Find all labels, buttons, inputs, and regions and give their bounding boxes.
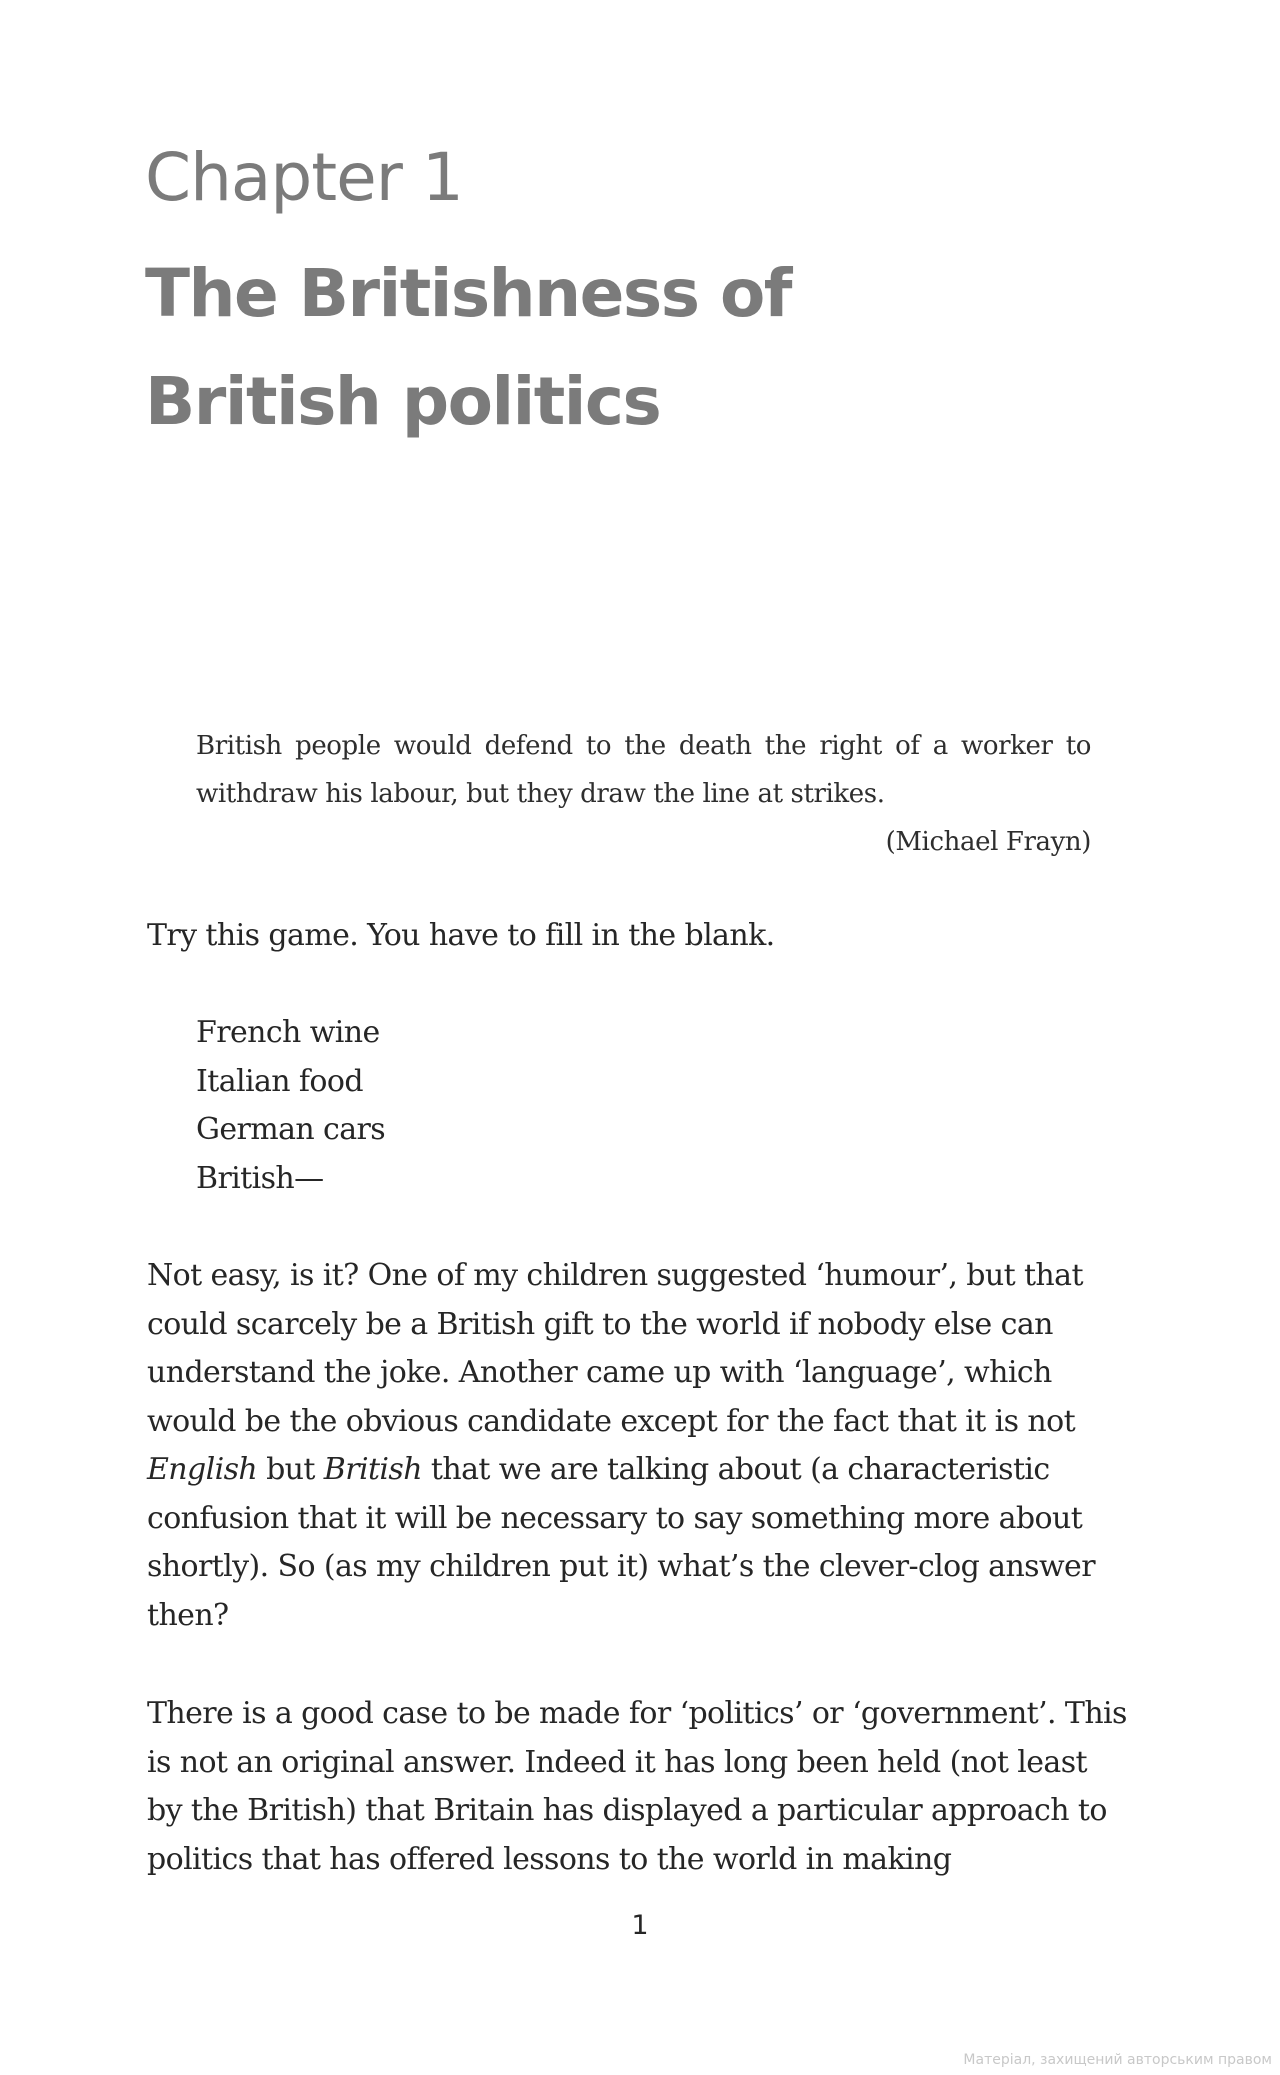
paragraph-line: understand the joke. Another came up with ‘language’, which [147, 1355, 1052, 1390]
list-item: German cars [196, 1112, 386, 1147]
copyright-watermark: Матеріал, захищений авторським правом [963, 2052, 1272, 2068]
list-item: British— [196, 1160, 324, 1196]
epigraph-line: British people would defend to the death the right of a worker to [196, 731, 1091, 761]
list-item: Italian food [196, 1063, 363, 1099]
blank-list [196, 1009, 385, 1203]
paragraph-line: confusion that it will be necessary to say something more about [147, 1500, 1083, 1536]
list-item: French wine [196, 1015, 380, 1050]
body-paragraph-2 [147, 1690, 1127, 1884]
chapter-number: Chapter 1 [145, 139, 463, 216]
emphasis-british: British [323, 1452, 422, 1487]
paragraph-line: is not an original answer. Indeed it has long been held (not least [147, 1744, 1087, 1780]
paragraph-line: then? [147, 1597, 229, 1633]
paragraph-line: shortly). So (as my children put it) what’s the clever-clog answer [147, 1549, 1095, 1584]
body-paragraph-1 [147, 1252, 1127, 1640]
paragraph-line: politics that has offered lessons to the world in making [147, 1841, 952, 1877]
paragraph-line: by the British) that Britain has displayed a particular approach to [147, 1793, 1107, 1828]
chapter-title [145, 240, 791, 456]
paragraph-line: could scarcely be a British gift to the world if nobody else can [147, 1306, 1053, 1342]
epigraph-author: (Michael Frayn) [885, 827, 1091, 857]
paragraph-line: Not easy, is it? One of my children suggested ‘humour’, but that [147, 1258, 1083, 1293]
page-number: 1 [631, 1910, 649, 1941]
paragraph-text: that we are talking about (a characteristic [421, 1452, 1050, 1487]
intro-paragraph: Try this game. You have to fill in the blank. [147, 918, 775, 953]
paragraph-line: There is a good case to be made for ‘politics’ or ‘government’. This [147, 1696, 1127, 1731]
paragraph-text: but [257, 1452, 324, 1487]
epigraph-line: withdraw his labour, but they draw the line at strikes. [196, 779, 885, 809]
chapter-title-line: British politics [145, 363, 661, 440]
paragraph-line: would be the obvious candidate except for the fact that it is not [147, 1403, 1076, 1439]
paragraph-line [147, 1446, 1127, 1495]
emphasis-english: English [147, 1452, 258, 1487]
epigraph [196, 722, 1096, 866]
chapter-title-line: The Britishness of [145, 255, 792, 332]
